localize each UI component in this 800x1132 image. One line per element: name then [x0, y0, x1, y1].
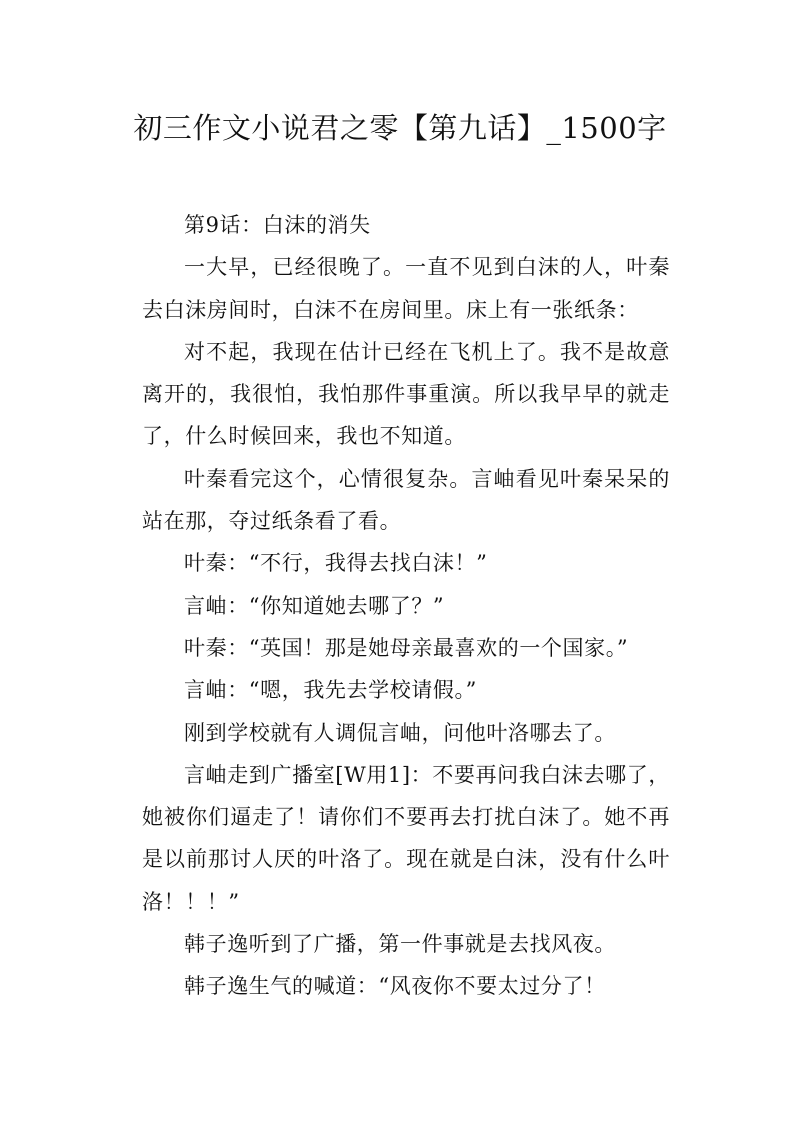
- paragraph: 韩子逸听到了广播，第一件事就是去找风夜。: [184, 932, 616, 957]
- paragraph: 言岫走到广播室[W用1]：不要再问我白沫去哪了，她被你们逼走了！请你们不要再去打扰白沫了。她不再是以前那讨人厌的叶洛了。现在就是白沫，没有什么叶洛！！！”: [142, 762, 670, 914]
- paragraph: 对不起，我现在估计已经在飞机上了。我不是故意离开的，我很怕，我怕那件事重演。所以我早早的就走了，什么时候回来，我也不知道。: [142, 339, 670, 449]
- document-title: 初三作文小说君之零【第九话】_1500字: [133, 111, 667, 145]
- paragraph: 刚到学校就有人调侃言岫，问他叶洛哪去了。: [184, 720, 616, 745]
- paragraph: 韩子逸生气的喊道：“风夜你不要太过分了！: [184, 974, 606, 999]
- paragraph: 言岫：“嗯，我先去学校请假。”: [184, 678, 477, 703]
- paragraph: 一大早，已经很晚了。一直不见到白沫的人，叶秦去白沫房间时，白沫不在房间里。床上有一张纸条：: [142, 255, 670, 322]
- paragraph-chapter-heading: 第9话：白沫的消失: [184, 213, 371, 237]
- paragraph: 叶秦：“英国！那是她母亲最喜欢的一个国家。”: [184, 635, 629, 660]
- document-body: [142, 204, 670, 1008]
- paragraph: 叶秦：“不行，我得去找白沫！”: [184, 551, 488, 576]
- paragraph: 言岫：“你知道她去哪了？”: [184, 593, 445, 618]
- paragraph: 叶秦看完这个，心情很复杂。言岫看见叶秦呆呆的站在那，夺过纸条看了看。: [142, 466, 670, 534]
